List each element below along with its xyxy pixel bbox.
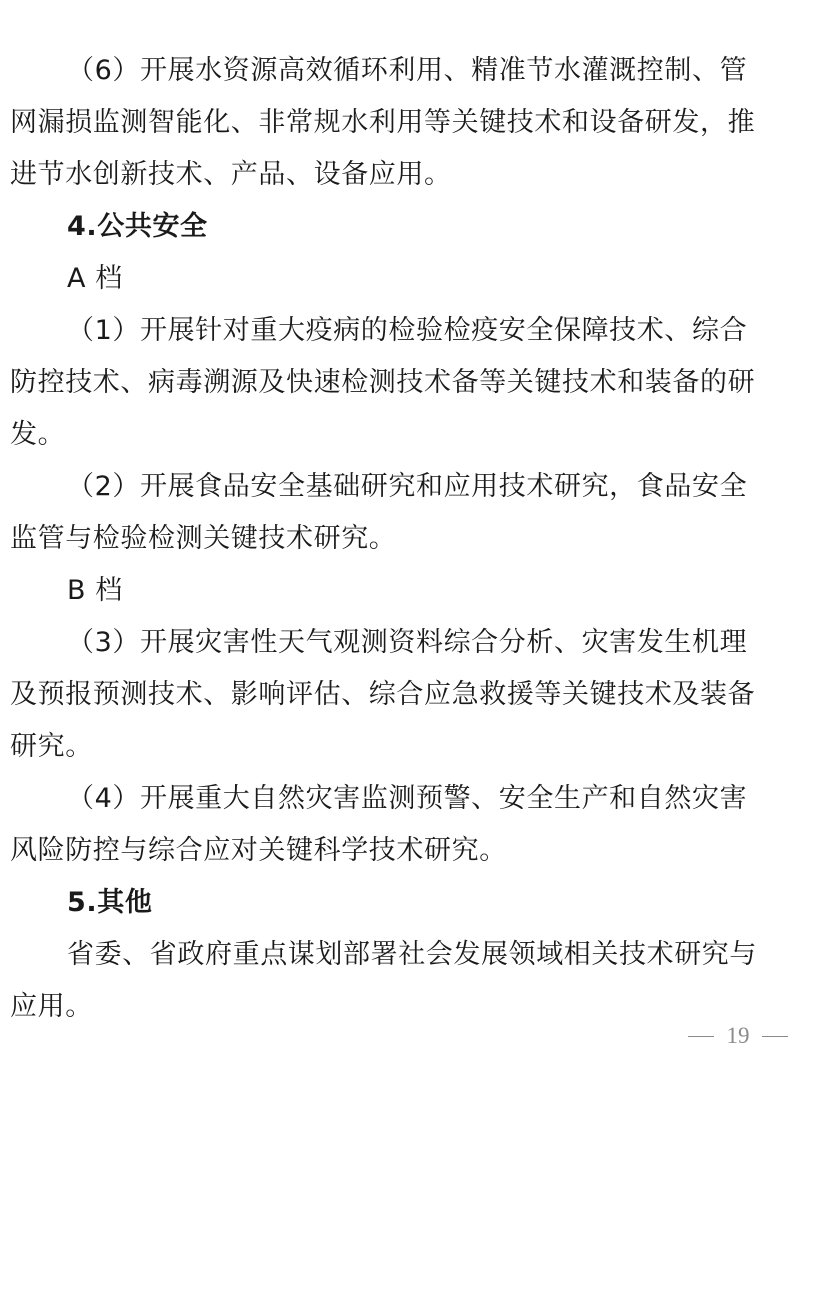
page-number-text: 19 (726, 1023, 750, 1048)
grade-label: A 档 (67, 263, 123, 294)
document-body (10, 45, 810, 1033)
dash-left (688, 1036, 714, 1037)
text-line: （4）开展重大自然灾害监测预警、安全生产和自然灾害 (67, 783, 748, 814)
text-line: 防控技术、病毒溯源及快速检测技术备等关键技术和装备的研 (10, 367, 756, 398)
text-line: 网漏损监测智能化、非常规水利用等关键技术和设备研发，推 (10, 107, 756, 138)
text-line: 省委、省政府重点谋划部署社会发展领域相关技术研究与 (67, 939, 757, 970)
text-line: （2）开展食品安全基础研究和应用技术研究，食品安全 (67, 471, 748, 502)
section-heading: 4.公共安全 (67, 211, 208, 242)
section-heading: 5.其他 (67, 887, 153, 918)
text-line: 研究。 (10, 731, 93, 762)
text-line: （1）开展针对重大疫病的检验检疫安全保障技术、综合 (67, 315, 748, 346)
text-line: 应用。 (10, 991, 93, 1022)
text-line: （3）开展灾害性天气观测资料综合分析、灾害发生机理 (67, 627, 748, 658)
text-line: 及预报预测技术、影响评估、综合应急救援等关键技术及装备 (10, 679, 756, 710)
text-line: （6）开展水资源高效循环利用、精准节水灌溉控制、管 (67, 55, 748, 86)
text-line: 监管与检验检测关键技术研究。 (10, 523, 397, 554)
text-line: 进节水创新技术、产品、设备应用。 (10, 159, 452, 190)
dash-right (762, 1036, 788, 1037)
text-line: 发。 (10, 419, 66, 450)
page-number (688, 1018, 788, 1054)
text-line: 风险防控与综合应对关键科学技术研究。 (10, 835, 507, 866)
grade-label: B 档 (67, 575, 123, 606)
